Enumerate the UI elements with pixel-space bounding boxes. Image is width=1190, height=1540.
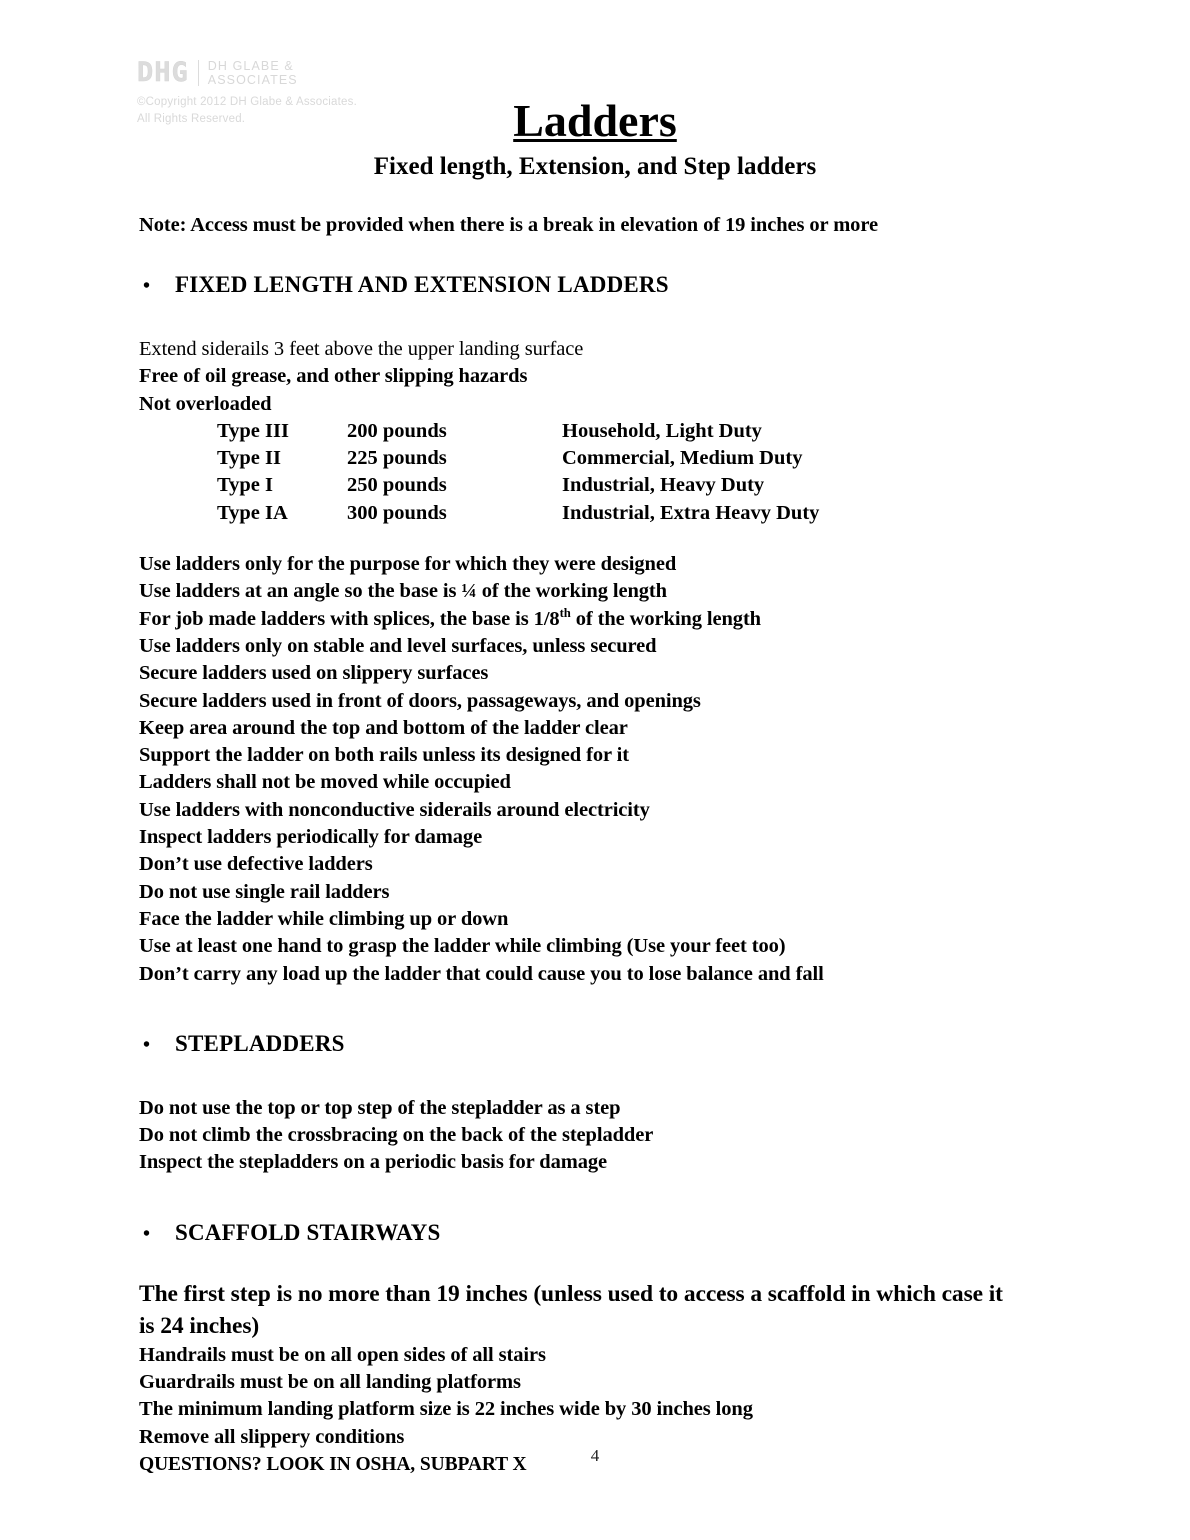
bullet-icon [139, 1218, 175, 1250]
section-heading-label: SCAFFOLD STAIRWAYS [175, 1219, 441, 1245]
rule-line: Do not use the top or top step of the stepladder as a step [139, 1096, 621, 1119]
rule-line: Secure ladders used in front of doors, passageways, and openings [139, 689, 701, 712]
document-body [139, 211, 1039, 1478]
section-heading-scaffold-stairways [139, 1217, 1039, 1250]
rule-line: Remove all slippery conditions [139, 1425, 405, 1448]
cell-type: Type I [217, 474, 274, 497]
rule-line: Use ladders only on stable and level surfaces, unless secured [139, 634, 657, 657]
page-subtitle: Fixed length, Extension, and Step ladders [373, 153, 817, 180]
cell-use: Commercial, Medium Duty [562, 447, 803, 470]
table-row [217, 472, 819, 499]
intro-line: Not overloaded [139, 392, 272, 415]
rule-line: Do not climb the crossbracing on the back of the stepladder [139, 1124, 654, 1147]
page-title-text: Ladders [513, 95, 677, 146]
cell-use: Industrial, Extra Heavy Duty [562, 501, 820, 524]
rule-line: Use ladders at an angle so the base is ¼ of the working length [139, 580, 667, 603]
section-heading-label: STEPLADDERS [175, 1030, 345, 1056]
questions-reference-line: QUESTIONS? LOOK IN OSHA, SUBPART X [139, 1453, 527, 1475]
cell-type: Type II [217, 447, 281, 470]
bullet-icon [139, 270, 175, 302]
cell-type: Type III [217, 419, 289, 442]
fixed-ladder-intro-lines [139, 336, 1039, 418]
company-name-line2: ASSOCIATES [207, 73, 298, 87]
rule-line: Do not use single rail ladders [139, 880, 390, 903]
rule-line: Face the ladder while climbing up or down [139, 907, 509, 930]
rule-line: Inspect ladders periodically for damage [139, 826, 483, 849]
cell-type: Type IA [217, 501, 288, 524]
section-heading-fixed-length-ladders [139, 269, 1039, 302]
rule-line: Inspect the stepladders on a periodic basis for damage [139, 1151, 608, 1174]
intro-line: Free of oil grease, and other slipping hazards [139, 365, 528, 388]
ladder-duty-rating-table [217, 418, 819, 527]
rule-line: Ladders shall not be moved while occupied [139, 771, 511, 794]
cell-use: Household, Light Duty [562, 419, 762, 442]
cell-weight: 250 pounds [347, 474, 447, 497]
rule-line: Handrails must be on all open sides of all stairs [139, 1343, 546, 1366]
rule-line: Support the ladder on both rails unless its designed for it [139, 744, 629, 767]
rule-line: Don’t carry any load up the ladder that could cause you to lose balance and fall [139, 962, 824, 985]
rule-line: Secure ladders used on slippery surfaces [139, 662, 489, 685]
rule-line: Guardrails must be on all landing platforms [139, 1371, 521, 1394]
copyright-line-2: All Rights Reserved. [137, 113, 246, 125]
scaffold-first-step-requirement: The first step is no more than 19 inches (unless used to access a scaffold in which case it is 24 inches) [139, 1280, 1003, 1339]
cell-use: Industrial, Heavy Duty [562, 474, 765, 497]
fixed-ladder-rules-list [139, 551, 1039, 988]
access-note: Note: Access must be provided when there is a break in elevation of 19 inches or more [139, 214, 878, 236]
company-name-line1: DH GLABE & [207, 59, 294, 73]
page-number: 4 [590, 1446, 600, 1465]
stepladder-rules-list [139, 1095, 1039, 1177]
section-heading-label: FIXED LENGTH AND EXTENSION LADDERS [175, 272, 669, 297]
page-title [0, 96, 1190, 146]
rule-line: Use ladders with nonconductive siderails around electricity [139, 798, 650, 821]
rule-line: Use at least one hand to grasp the ladder while climbing (Use your feet too) [139, 935, 786, 958]
cell-weight: 200 pounds [347, 419, 447, 442]
copyright-line-1: ©Copyright 2012 DH Glabe & Associates. [137, 96, 357, 108]
rule-line: Keep area around the top and bottom of the ladder clear [139, 716, 628, 739]
table-row [217, 500, 819, 527]
rule-line: Use ladders only for the purpose for which they were designed [139, 553, 677, 576]
dhg-logo-icon: DHG [137, 57, 189, 88]
rule-line: Don’t use defective ladders [139, 853, 373, 876]
section-heading-stepladders [139, 1028, 1039, 1061]
rule-line: For job made ladders with splices, the base is 1/8th of the working length [139, 605, 761, 630]
rule-line: The minimum landing platform size is 22 inches wide by 30 inches long [139, 1398, 753, 1421]
table-row [217, 418, 819, 445]
logo-divider [198, 60, 199, 86]
company-name [208, 59, 298, 87]
intro-line: Extend siderails 3 feet above the upper landing surface [139, 338, 584, 360]
cell-weight: 300 pounds [347, 501, 447, 524]
logo-row [137, 58, 437, 88]
bullet-icon [139, 1029, 175, 1061]
table-row [217, 445, 819, 472]
cell-weight: 225 pounds [347, 447, 447, 470]
